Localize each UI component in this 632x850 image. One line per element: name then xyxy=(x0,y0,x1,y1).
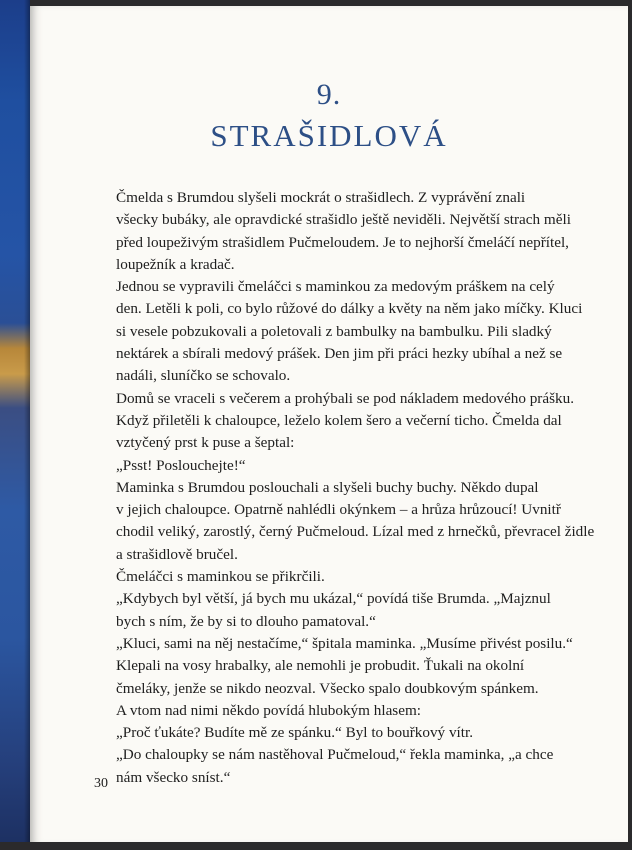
text-line: „Kluci, sami na něj nestačíme,“ špitala maminka. „Musíme přivést posilu.“ xyxy=(116,634,573,652)
scan-bottom-edge xyxy=(0,842,632,850)
chapter-number: 9. xyxy=(316,78,342,111)
text-line: „Kdybych byl větší, já bych mu ukázal,“ povídá tiše Brumda. „Majznul xyxy=(116,590,551,608)
text-line: čmeláky, jenže se nikdo neozval. Všecko spalo doubkovým spánkem. xyxy=(116,679,539,697)
text-line: před loupeživým strašidlem Pučmeloudem. Je to nejhorší čmeláčí nepřítel, xyxy=(116,233,569,251)
text-line: den. Letěli k poli, co bylo růžové do dálky a květy na něm jako míčky. Kluci xyxy=(116,300,583,318)
text-line: chodil veliký, zarostlý, černý Pučmeloud. Lízal med z hrnečků, převracel židle xyxy=(116,523,595,541)
paragraph xyxy=(96,566,616,588)
text-line: Když přiletěli k chaloupce, leželo kolem šero a večerní ticho. Čmelda dal xyxy=(116,411,562,429)
text-line: „Do chaloupky se nám nastěhoval Pučmeloud,“ řekla maminka, „a chce xyxy=(116,746,554,764)
text-line: „Proč ťukáte? Budíte mě ze spánku.“ Byl to bouřkový vítr. xyxy=(116,724,473,742)
text-line: všecky bubáky, ale opravdické strašidlo ještě neviděli. Největší strach měli xyxy=(116,211,571,229)
text-line: nadáli, sluníčko se schovalo. xyxy=(116,367,291,385)
text-line: Maminka s Brumdou poslouchali a slyšeli buchy buchy. Někdo dupal xyxy=(116,478,539,496)
text-line: Jednou se vypravili čmeláčci s maminkou za medovým práškem na celý xyxy=(116,278,555,296)
text-line: Čmeláčci s maminkou se přikrčili. xyxy=(116,568,325,586)
story-text xyxy=(96,187,616,789)
book-page xyxy=(30,6,628,844)
paragraph xyxy=(96,655,616,700)
text-line: si vesele pobzukovali a poletovali z bambulky na bambulku. Pili sladký xyxy=(116,322,552,340)
paragraph xyxy=(96,276,616,387)
text-line: bych s ním, že by si to dlouho pamatoval.“ xyxy=(116,612,376,630)
text-line: A vtom nad nimi někdo povídá hlubokým hlasem: xyxy=(116,701,421,719)
paragraph xyxy=(96,744,616,789)
text-line: nám všecko sníst.“ xyxy=(116,768,231,786)
text-line: Domů se vraceli s večerem a prohýbali se pod nákladem medového prášku. xyxy=(116,389,575,407)
paragraph xyxy=(96,388,616,455)
paragraph xyxy=(96,700,616,722)
text-line: vztyčený prst k puse a šeptal: xyxy=(116,434,295,452)
paragraph xyxy=(96,187,616,276)
paragraph xyxy=(96,588,616,633)
page-number: 30 xyxy=(94,776,108,791)
paragraph xyxy=(96,633,616,655)
text-line: a strašidlově bručel. xyxy=(116,545,238,563)
book-cover-edge xyxy=(0,0,30,850)
paragraph xyxy=(96,477,616,566)
paragraph xyxy=(96,722,616,744)
chapter-title: STRAŠIDLOVÁ xyxy=(210,118,448,153)
text-line: loupežník a kradač. xyxy=(116,255,235,273)
paragraph xyxy=(96,455,616,477)
text-line: v jejich chaloupce. Opatrně nahlédli okýnkem – a hrůza hrůzoucí! Uvnitř xyxy=(116,501,561,519)
text-line: Čmelda s Brumdou slyšeli mockrát o strašidlech. Z vyprávění znali xyxy=(116,189,526,206)
text-line: nektárek a sbírali medový prášek. Den jim při práci hezky ubíhal a než se xyxy=(116,345,563,363)
text-line: Klepali na vosy hrabalky, ale nemohli je probudit. Ťukali na okolní xyxy=(116,657,525,675)
text-line: „Psst! Poslouchejte!“ xyxy=(116,456,246,474)
